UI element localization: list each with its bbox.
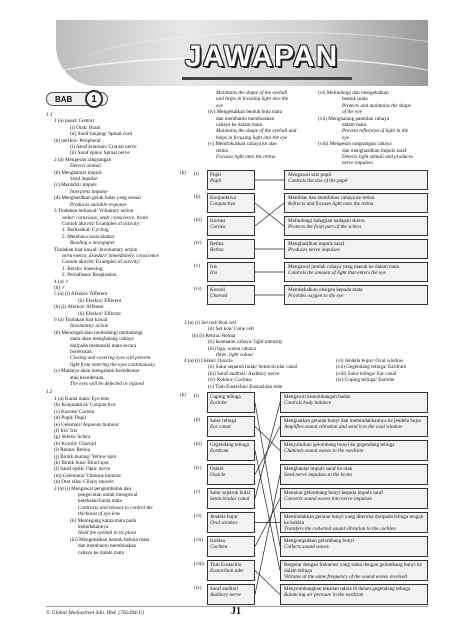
answer-line: The eyes will be defected or injured — [70, 381, 144, 388]
answer-line: (ii) keamatan cahaya/ light intensity — [208, 339, 283, 346]
footer-copyright: © Global Mediastreet Sdn. Bhd. (762284-U) — [46, 610, 145, 616]
function-malay: Menukar gelombang bunyi kepada impuls saraf — [284, 490, 383, 496]
answer-line: (iv) Koklea/ Cochlea — [208, 377, 252, 384]
answer-line: 6 (a) Tindakan luar kawal — [54, 317, 108, 323]
row-number: (vi) — [194, 286, 202, 292]
answer-line: 2 (a) (i) Mengawal pengembulan dan — [54, 485, 132, 492]
matching-line — [255, 451, 280, 571]
answers-column-middle-top — [184, 90, 314, 160]
row-number: (viii) — [194, 561, 205, 567]
function-box — [280, 392, 428, 413]
function-malay: Mengumpulkan gelombang bunyi — [284, 538, 355, 544]
term-malay: Konjunktiva — [210, 195, 236, 201]
term-english: Conjunctiva — [210, 201, 236, 207]
answer-line: Detects light stimuli and produces — [342, 154, 413, 161]
term-box — [207, 239, 255, 259]
function-english: Refracts and focuses light onto the retina — [288, 201, 374, 207]
row-number: (ix) — [194, 585, 202, 591]
answer-line: eye — [216, 102, 223, 109]
term-box — [207, 512, 255, 533]
answer-line: (m) Gelemaca/ Vitreous humour — [54, 472, 122, 479]
answer-line: (k) Bintik buta/ Blind spot — [54, 459, 109, 466]
answer-line: (ii) Eferkor/ Effector — [78, 310, 122, 317]
term-box — [207, 464, 255, 485]
row-number: (iii) — [194, 441, 202, 447]
function-malay: Menyeimbangkan tekanan udara di dalam gegendang telinga — [284, 586, 411, 592]
answer-line: 5 (a) (i) Aferkor/ Afferent — [54, 291, 108, 298]
term-box — [207, 262, 255, 282]
term-malay: Cuping telinga — [210, 394, 241, 400]
row-number: (ii) — [194, 417, 201, 423]
term-english: Earlobe — [210, 400, 227, 406]
function-english: Protects the front part of the sclera — [288, 224, 361, 230]
function-english: Amplifies sound vibration and send it to the oval window — [284, 424, 403, 430]
term-malay: Jendela bujur — [210, 514, 238, 520]
answer-line: 1. Berbasikal/ Cycling — [62, 227, 109, 234]
function-box — [284, 216, 428, 236]
answer-line: Protects and maintains the shape — [342, 102, 411, 109]
answer-line: dan menghasilkan impuls saraf — [342, 147, 407, 154]
matching-line — [255, 203, 284, 226]
answer-line: (v) Tiub Eustachio/ Eustachian tube — [208, 383, 283, 390]
answer-line: Send impulse — [70, 176, 98, 183]
answer-line: (e) Gelemair/ Aqueous humour — [54, 421, 119, 428]
answer-line: 3 Tindakan terkawal/ Voluntary action — [54, 208, 134, 215]
term-english: Cochlea — [210, 544, 228, 550]
function-box — [280, 584, 428, 605]
matching-line — [255, 403, 280, 499]
term-english: Ear canal — [210, 424, 231, 430]
term-malay: Kornea — [210, 218, 226, 224]
function-box — [284, 285, 428, 305]
row-number: (i) — [194, 171, 199, 177]
answer-line: (ii) Eferkor/ Efferent — [78, 297, 122, 304]
question-3-answers — [184, 320, 314, 358]
function-box — [280, 440, 428, 461]
term-english: Auditory nerve — [210, 592, 241, 598]
function-english: Provides oxygen to the eye — [288, 293, 344, 299]
answer-line: (n) Otot silia/ Ciliary muscle — [54, 479, 114, 486]
answer-line: Maintains the shape of the eyeball and — [216, 128, 297, 135]
term-malay: Pupil — [210, 172, 221, 178]
function-english: Produces nerve impulses — [288, 247, 340, 253]
answer-line: cahaya ke dalam mata — [78, 549, 124, 556]
answer-line: Closing and covering eyes will prevent — [70, 355, 151, 362]
answer-line: (b) Konjunktiva/ Conjunctiva — [54, 402, 116, 409]
answer-line: of the eye — [342, 109, 362, 116]
function-box — [284, 193, 428, 213]
answer-line: (ii) Saraf tunjang/ Spinal cord — [70, 131, 132, 138]
function-malay: Bergetar dengan frekuensi yang sama dengan gelombang bunyi ke dalam telinga — [284, 562, 422, 574]
answer-line: (h) Koroid/ Choroid — [54, 440, 96, 447]
answer-line: (l) Saraf optik/ Optic nerve — [54, 466, 111, 473]
answer-line: 1 (a) pusat/ Central — [54, 118, 94, 125]
matching-line — [255, 427, 280, 475]
function-malay: Menghasilkan impuls saraf — [288, 241, 345, 247]
answer-line: Reading a newspaper — [70, 240, 115, 247]
answer-line: (vi) Melindungi dan mengekalkan — [318, 90, 389, 96]
term-box — [207, 560, 255, 581]
answer-line: Maintains the shape of the eyeball — [216, 90, 288, 96]
term-malay: Koklea — [210, 538, 225, 544]
answer-line: (iii) Saraf auditori/ Auditory nerve — [208, 370, 280, 377]
answer-line: (j) Bintik kuning/ Yellow spot — [54, 453, 117, 460]
answer-line: 1. Bersin/ Sneezing — [62, 265, 103, 272]
answer-line: Produces suitable response — [70, 201, 127, 208]
function-english: Collects sound waves — [284, 544, 329, 550]
term-english: Oval window — [210, 520, 238, 526]
function-malay: Membias dan memfokus cahaya ke retina — [288, 195, 375, 201]
answer-line: mata akan menghalang cahaya — [70, 336, 134, 343]
answer-line: light from entering the eyes continuously. — [70, 361, 156, 368]
answer-line: dan membantu membiaskan — [78, 543, 137, 550]
answer-line: (c) Matanya akan mengalami kecederaan — [54, 368, 140, 375]
answer-line: 1.2 — [46, 389, 53, 396]
function-box — [284, 170, 428, 190]
matching-line — [255, 403, 280, 547]
chapter-badge — [46, 92, 108, 106]
answer-line: (ii) Saraf spina/ Spinal nerve — [70, 150, 130, 157]
term-box — [207, 170, 255, 190]
term-english: Choroid — [210, 293, 228, 299]
title-underline — [182, 77, 352, 80]
function-english: Channels sound waves to the eardrum — [284, 448, 364, 454]
answer-line: atau kecederaan. — [70, 374, 105, 381]
function-english: Controls the amount of light that enters the eye — [288, 270, 386, 276]
answer-line: dan membantu membiaskan — [216, 115, 275, 122]
answer-line: (c) Mentafsir impuls — [54, 182, 97, 189]
function-malay: Melindungi bahagian hadapan sklera — [288, 218, 365, 224]
function-malay: Menghantar impuls saraf ke otak — [284, 466, 353, 472]
function-english: Vibrates at the same frequency of the sound waves received — [284, 574, 407, 580]
term-english: Eardrum — [210, 448, 229, 454]
answer-line: helps in focusing light into the eye — [216, 134, 288, 141]
row-number: (iii) — [194, 217, 202, 223]
answer-line: (b) Menghantar impuls — [54, 169, 102, 176]
function-malay: Menguatkan getaran bunyi dan memindahkannya ke jendela bujur — [284, 418, 422, 424]
answer-line: (b) (i) Retina/ Retina — [192, 332, 236, 339]
term-malay: Saraf auditori — [210, 586, 239, 592]
term-malay: Salur telinga — [210, 418, 237, 424]
answer-line: thickness of eye lens — [78, 511, 121, 518]
answer-line: 3 (a) (i) Sel rod/ Rod cell — [184, 320, 237, 326]
answer-line: (ii) Memegang kanta mata pada — [70, 517, 136, 524]
answer-line: Contoh aktiviti/ Examples of activity: — [62, 259, 141, 266]
matching-line — [255, 475, 280, 595]
answer-line: (d) Pupil/ Pupil — [54, 415, 86, 422]
term-malay: Gegendang telinga — [210, 442, 250, 448]
answer-line: Contracts and relaxes to control the — [78, 504, 153, 511]
answer-line: (viii) Mengesan rangsangan cahaya — [318, 141, 392, 148]
function-malay: Mengawal saiz pupil — [288, 172, 332, 178]
term-malay: Salur separuh bulat — [210, 490, 251, 496]
matching-line — [255, 427, 280, 451]
answer-line: ketebalan kanta mata — [78, 498, 122, 505]
answer-line: (b) ✓ — [54, 284, 66, 291]
answer-line: 4 (a) (i) Osikel/ Ossicle — [184, 358, 233, 364]
page-number: J1 — [231, 606, 241, 617]
answer-line: nerve impulses — [342, 160, 373, 167]
table-label: (b) — [180, 170, 187, 176]
term-box — [207, 488, 255, 509]
answer-line: Tindakan luar kawal/ Involuntary action — [54, 246, 138, 253]
row-number: (vi) — [194, 513, 202, 519]
term-english: Pupil — [210, 178, 222, 184]
answer-line: cahaya ke dalam mata — [216, 122, 262, 129]
function-malay: Menyalurkan gelombang bunyi ke gegendang telinga — [284, 442, 395, 448]
term-english: Semicircular canal — [210, 496, 250, 502]
term-english: Ossicle — [210, 472, 226, 478]
table-label: (b) — [180, 392, 187, 398]
answer-line: (vii) Gegendang telinga/ Eardrum — [336, 364, 407, 371]
function-box — [280, 464, 428, 485]
answer-line: (b) (i) Aferkor/ Afferent — [54, 304, 104, 311]
answers-column-left — [46, 112, 176, 556]
question-4a-answers — [184, 358, 334, 390]
answer-line: pengecutan untuk mengawal — [78, 491, 138, 498]
answer-line: (i) Retina/ Retina — [54, 447, 91, 454]
answer-line: (d) Menghasilkan gerak balas yang sesuai — [54, 195, 141, 202]
function-english: Transfers the collected sound vibration to the cochlea — [284, 526, 396, 532]
term-malay: Koroid — [210, 287, 225, 293]
function-box — [284, 239, 428, 259]
function-box — [280, 536, 428, 557]
answer-line: (vii) Menghalang pantulan cahaya — [318, 115, 390, 122]
term-malay: Retina — [210, 241, 224, 247]
answer-line: bentuk mata — [342, 96, 368, 103]
answer-line: (ii) Salur separuh bulat/ Semicircular canal — [208, 364, 298, 371]
term-box — [207, 193, 255, 213]
chapter-number: 1 — [85, 90, 103, 108]
function-box — [280, 512, 428, 533]
answer-line: Interprets impulse — [70, 188, 108, 195]
matching-line — [255, 571, 280, 595]
answer-line: (c) Kornea/ Cornea — [54, 408, 95, 415]
term-malay: Iris — [210, 264, 217, 270]
answer-line: (viii) Salur telinga/ Ear canal — [336, 370, 397, 377]
term-box — [207, 285, 255, 305]
page-title: JAWAPAN — [185, 40, 339, 73]
answer-line: kedudukannya — [78, 524, 109, 530]
answer-line: retina — [216, 147, 228, 154]
term-english: Cornea — [210, 224, 226, 230]
function-box — [280, 416, 428, 437]
answer-line: serta-merta, disedari/ immediately, conscience — [62, 252, 159, 259]
function-box — [280, 488, 428, 509]
answer-line: 2. Pernafasan/ Respiration — [62, 272, 117, 279]
answers-column-right-top — [318, 90, 430, 167]
row-number: (ii) — [194, 194, 201, 200]
answer-line: (v) Memfokuskan cahaya ke atas — [208, 141, 277, 148]
row-number: (v) — [194, 263, 201, 269]
answer-line: (ix) Cuping telinga/ Earlobe — [336, 377, 395, 384]
answer-line: (vi) Jendela bujur/ Oval window — [336, 358, 404, 364]
function-malay: Membekalkan oksigen kepada mata — [288, 287, 363, 293]
answer-line: (f) Iris/ Iris — [54, 427, 78, 434]
row-number: (iv) — [194, 465, 202, 471]
answer-line: Involuntary action — [70, 323, 109, 330]
function-malay: Mengawal keseimbangan badan — [284, 394, 351, 400]
answer-line: (b) periferi/ Peripheral — [54, 137, 101, 144]
answer-line: sedar/ conscious; otak/ conscience, brain — [62, 214, 149, 221]
question-4b-answers — [336, 358, 436, 384]
term-box — [207, 216, 255, 236]
function-box — [280, 560, 428, 581]
answer-line: Prevent reflection of light in the — [342, 128, 409, 135]
answer-line: Hold the eyeball in its place — [78, 530, 137, 537]
row-number: (i) — [194, 393, 199, 399]
function-malay: Mengawal jumlah cahaya yang masuk ke dalam mata — [288, 264, 400, 270]
answer-line: (i) Otak/ Brain — [70, 124, 101, 131]
term-english: Eustachian tube — [210, 568, 244, 574]
function-malay: Memindahkan getaran bunyi yang diterima daripada telinga tengah ke koklea — [284, 514, 424, 526]
answer-line: 4 (a) ✓ — [54, 278, 70, 285]
answer-line: (g) Sklera/ Sclera — [54, 434, 91, 441]
term-box — [207, 536, 255, 557]
function-english: Controls body balance — [284, 400, 332, 406]
answer-line: 1.1 — [46, 112, 53, 118]
term-malay: Osikel — [210, 466, 224, 472]
row-number: (iv) — [194, 240, 202, 246]
answer-line: dalam mata — [342, 122, 367, 129]
function-english: Converts sound waves into nerve impulses — [284, 496, 373, 502]
term-box — [207, 416, 255, 437]
term-english: Retina — [210, 247, 224, 253]
answer-line: 2. Membaca surat khabar — [62, 233, 115, 240]
function-english: Controls the size of the pupil — [288, 178, 348, 184]
answer-line: berterusan. — [70, 349, 93, 356]
function-english: Balancing air pressure in the eardrum — [284, 592, 364, 598]
term-english: Iris — [210, 270, 218, 276]
answer-line: three, light colour — [216, 352, 254, 359]
function-english: Send nerve impulses to the brain — [284, 472, 352, 478]
chapter-label: BAB — [55, 95, 73, 104]
answer-line: daripada memasuki mata secara — [70, 342, 137, 349]
answer-line: (iii) Mengekalkan bentuk bebola mata — [70, 536, 150, 543]
answer-line: eye — [342, 134, 349, 141]
answer-line: (iv) Mengekalkan bentuk bola mata — [208, 109, 283, 116]
term-malay: Tiub Eustachio — [210, 562, 242, 568]
term-box — [207, 440, 255, 461]
answer-line: (i) Saraf kranium/ Cranial nerve — [70, 144, 137, 151]
matching-line — [255, 203, 284, 226]
function-box — [284, 262, 428, 282]
answer-line: 2 (a) Mengesan rangsangan — [54, 156, 112, 163]
term-box — [207, 584, 255, 605]
row-number: (vii) — [194, 537, 203, 543]
answer-line: (iii) tiga, warna cahaya — [208, 345, 256, 352]
answer-line: 1 (a) Kanta mata/ Eye lens — [54, 395, 110, 402]
answer-line: and helps in focusing light into the — [216, 96, 289, 103]
answer-line: (b) Mencegah atau melindungi melindungi — [54, 329, 143, 336]
answer-line: Detects stimuli — [70, 163, 101, 170]
row-number: (v) — [194, 489, 201, 495]
term-box — [207, 392, 255, 413]
answer-line: (ii) Sel kon/ Cone cell — [208, 326, 254, 333]
answer-line: Contoh aktiviti/ Examples of activity: — [62, 220, 141, 227]
matching-line — [255, 499, 280, 547]
answer-line: Focuses light onto the retina — [216, 154, 276, 161]
